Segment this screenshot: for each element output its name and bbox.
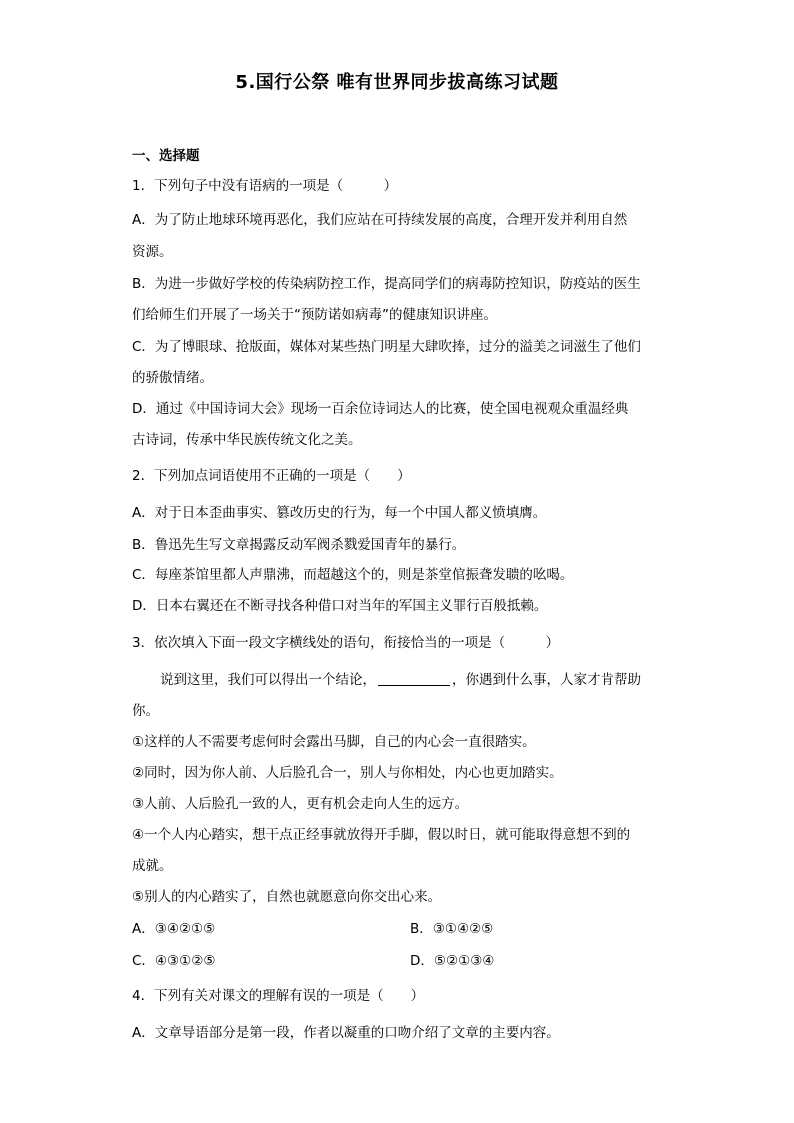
q1-stem: 1．下列句子中没有语病的一项是（ ） (132, 178, 398, 194)
q1-option-a-cont: 资源。 (132, 244, 173, 260)
q3-sentence-2: ②同时，因为你人前、人后脸孔合一，别人与你相处，内心也更加踏实。 (132, 765, 563, 781)
q1-option-b: B．为进一步做好学校的传染病防控工作，提高同学们的病毒防控知识，防疫站的医生 (132, 276, 641, 292)
q3-sentence-4-cont: 成就。 (132, 858, 173, 874)
q4-stem: 4．下列有关对课文的理解有误的一项是（ ） (132, 988, 425, 1004)
q1-option-b-cont: 们给师生们开展了一场关于“预防诺如病毒”的健康知识讲座。 (132, 307, 497, 323)
q1-option-d: D．通过《中国诗词大会》现场一百余位诗词达人的比赛，使全国电视观众重温经典 (132, 401, 629, 417)
section-heading: 一、选择题 (132, 148, 200, 164)
q3-passage (160, 670, 700, 690)
q2-option-b: B．鲁迅先生写文章揭露反动军阀杀戮爱国青年的暴行。 (132, 537, 466, 553)
q2-option-a: A．对于日本歪曲事实、篡改历史的行为，每一个中国人都义愤填膺。 (132, 505, 547, 521)
q3-passage-post: ，你遇到什么事，人家才肯帮助 (452, 672, 641, 688)
answer-blank (378, 671, 450, 686)
q3-option-d: D．⑤②①③④ (410, 953, 495, 969)
q3-option-a: A．③④②①⑤ (132, 921, 216, 937)
q1-option-d-cont: 古诗词，传承中华民族传统文化之美。 (132, 432, 362, 448)
q2-option-c: C．每座茶馆里都人声鼎沸，而超越这个的，则是茶堂倌振聋发聩的吆喝。 (132, 567, 574, 583)
q3-option-b: B．③①④②⑤ (410, 921, 494, 937)
q3-sentence-5: ⑤别人的内心踏实了，自然也就愿意向你交出心来。 (132, 889, 442, 905)
q1-option-a: A．为了防止地球环境再恶化，我们应站在可持续发展的高度，合理开发并利用自然 (132, 212, 628, 228)
q2-option-d: D．日本右翼还在不断寻找各种借口对当年的军国主义罪行百般抵赖。 (132, 598, 548, 614)
q3-passage-pre: 说到这里，我们可以得出一个结论， (160, 672, 376, 688)
q4-option-a: A．文章导语部分是第一段，作者以凝重的口吻介绍了文章的主要内容。 (132, 1025, 560, 1041)
q1-option-c: C．为了博眼球、抢版面，媒体对某些热门明星大肆吹捧，过分的溢美之词滋生了他们 (132, 339, 641, 355)
q3-sentence-1: ①这样的人不需要考虑何时会露出马脚，自己的内心会一直很踏实。 (132, 734, 536, 750)
q3-sentence-3: ③人前、人后脸孔一致的人，更有机会走向人生的远方。 (132, 796, 469, 812)
q2-stem: 2．下列加点词语使用不正确的一项是（ ） (132, 468, 411, 484)
q3-stem: 3．依次填入下面一段文字横线处的语句，衔接恰当的一项是（ ） (132, 635, 560, 651)
q1-option-c-cont: 的骄傲情绪。 (132, 370, 213, 386)
q3-sentence-4: ④一个人内心踏实，想干点正经事就放得开手脚，假以时日，就可能取得意想不到的 (132, 827, 631, 843)
q3-option-c: C．④③①②⑤ (132, 953, 216, 969)
q3-passage-cont: 你。 (132, 703, 159, 719)
page-title: 5.国行公祭 唯有世界同步拔高练习试题 (235, 72, 559, 93)
